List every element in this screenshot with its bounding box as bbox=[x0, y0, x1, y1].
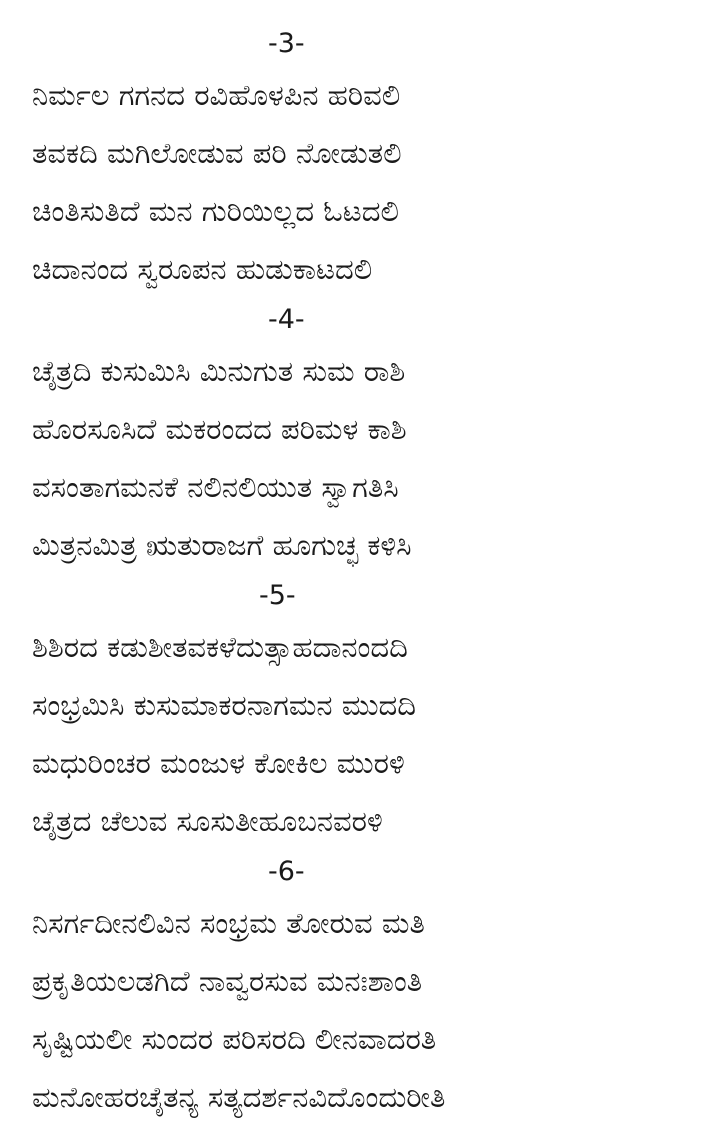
verse-line: ನಿರ್ಮಲ ಗಗನದ ರವಿಹೊಳಪಿನ ಹರಿವಲಿ bbox=[32, 78, 401, 112]
stanza-5 bbox=[0, 574, 724, 850]
stanza-4 bbox=[0, 298, 724, 574]
verse-line: ಮನೋಹರಚೈತನ್ಯ ಸತ್ಯದರ್ಶನವಿದೊಂದುರೀತಿ bbox=[32, 1080, 446, 1114]
verse-line: ನಿಸರ್ಗದೀನಲಿವಿನ ಸಂಭ್ರಮ ತೋರುವ ಮತಿ bbox=[32, 906, 425, 940]
verse-line: ಸಂಭ್ರಮಿಸಿ ಕುಸುಮಾಕರನಾಗಮನ ಮುದದಿ bbox=[32, 688, 417, 722]
verse-line: ಹೊರಸೂಸಿದೆ ಮಕರಂದದ ಪರಿಮಳ ಕಾಶಿ bbox=[32, 412, 407, 446]
stanza-number: -4- bbox=[268, 304, 305, 335]
stanza-number: -5- bbox=[259, 580, 296, 611]
verse-line: ಮಧುರಿಂಚರ ಮಂಜುಳ ಕೋಕಿಲ ಮುರಳಿ bbox=[32, 746, 405, 780]
verse-line: ಚಿಂತಿಸುತಿದೆ ಮನ ಗುರಿಯಿಲ್ಲದ ಓಟದಲಿ bbox=[32, 194, 399, 228]
stanza-number: -3- bbox=[268, 28, 305, 59]
stanza-6 bbox=[0, 850, 724, 1126]
verse-line: ಶಿಶಿರದ ಕಡುಶೀತವಕಳೆದುತ್ಸಾಹದಾನಂದದಿ bbox=[32, 630, 408, 664]
verse-line: ಪ್ರಕೃತಿಯಲಡಗಿದೆ ನಾವ್ವರಸುವ ಮನಃಶಾಂತಿ bbox=[32, 964, 423, 998]
verse-line: ಮಿತ್ರನಮಿತ್ರ ಋತುರಾಜಗೆ ಹೂಗುಚ್ಛ ಕಳಿಸಿ bbox=[32, 528, 412, 562]
verse-line: ಚೈತ್ರದ ಚೆಲುವ ಸೂಸುತೀಹೂಬನವರಳಿ bbox=[32, 804, 383, 838]
verse-line: ತವಕದಿ ಮಗಿಲೋಡುವ ಪರಿ ನೋಡುತಲಿ bbox=[32, 136, 402, 170]
verse-line: ಚೈತ್ರದಿ ಕುಸುಮಿಸಿ ಮಿನುಗುತ ಸುಮ ರಾಶಿ bbox=[32, 354, 406, 388]
verse-line: ಚಿದಾನಂದ ಸ್ವರೂಪನ ಹುಡುಕಾಟದಲಿ bbox=[32, 252, 373, 286]
verse-line: ಸೃಷ್ಟಿಯಲೀ ಸುಂದರ ಪರಿಸರದಿ ಲೀನವಾದರತಿ bbox=[32, 1022, 437, 1056]
verse-line: ವಸಂತಾಗಮನಕೆ ನಲಿನಲಿಯುತ ಸ್ವಾಗತಿಸಿ bbox=[32, 470, 399, 504]
stanza-3 bbox=[0, 22, 724, 298]
poem bbox=[0, 22, 724, 1126]
stanza-number: -6- bbox=[268, 856, 305, 887]
